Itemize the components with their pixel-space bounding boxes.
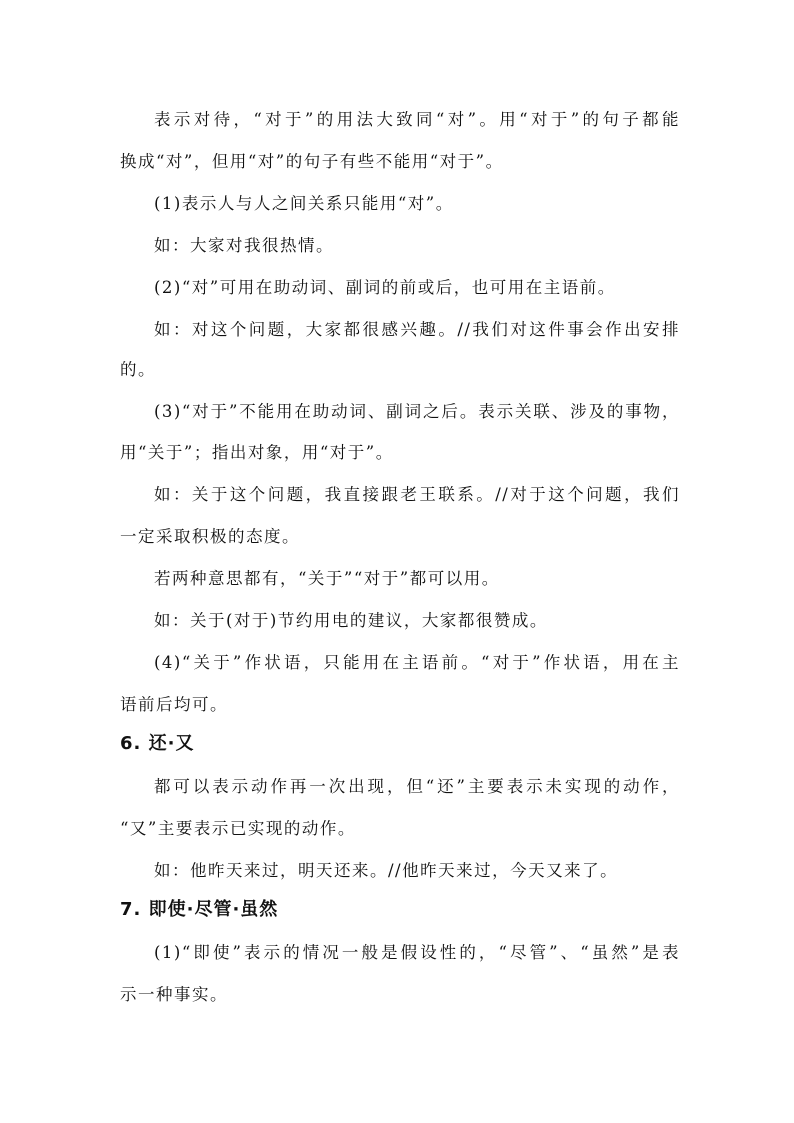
example-line: 如：关于(对于)节约用电的建议，大家都很赞成。 <box>154 611 548 630</box>
example-line: 如：对这个问题，大家都很感兴趣。//我们对这件事会作出安排 <box>154 320 680 339</box>
list-item: 语前后均可。 <box>120 695 228 714</box>
section-heading: 6. 还·又 <box>120 733 195 754</box>
list-item: (1)“即使”表示的情况一般是假设性的，“尽管”、“虽然”是表 <box>154 943 680 962</box>
paragraph-line: 表示对待，“对于”的用法大致同“对”。用“对于”的句子都能 <box>154 110 680 129</box>
example-line: 一定采取积极的态度。 <box>120 527 300 546</box>
paragraph-line: 若两种意思都有，“关于”“对于”都可以用。 <box>154 569 500 588</box>
example-line: 如：大家对我很热情。 <box>154 236 334 255</box>
list-item: (2)“对”可用在助动词、副词的前或后，也可用在主语前。 <box>154 278 616 297</box>
section-heading: 7. 即使·尽管·虽然 <box>120 899 279 920</box>
list-item: (3)“对于”不能用在助动词、副词之后。表示关联、涉及的事物， <box>154 402 680 421</box>
example-line: 如：关于这个问题，我直接跟老王联系。//对于这个问题，我们 <box>154 485 680 504</box>
example-line: 的。 <box>120 360 156 379</box>
paragraph-line: “又”主要表示已实现的动作。 <box>120 819 356 838</box>
paragraph-line: 换成“对”，但用“对”的句子有些不能用“对于”。 <box>120 152 504 171</box>
list-item: (1)表示人与人之间关系只能用“对”。 <box>154 194 454 213</box>
list-item: 用“关于”；指出对象，用“对于”。 <box>120 443 394 462</box>
list-item: 示一种事实。 <box>120 985 228 1004</box>
example-line: 如：他昨天来过，明天还来。//他昨天来过，今天又来了。 <box>154 861 619 880</box>
list-item: (4)“关于”作状语，只能用在主语前。“对于”作状语，用在主 <box>154 653 680 672</box>
paragraph-line: 都可以表示动作再一次出现，但“还”主要表示未实现的动作， <box>154 777 680 796</box>
